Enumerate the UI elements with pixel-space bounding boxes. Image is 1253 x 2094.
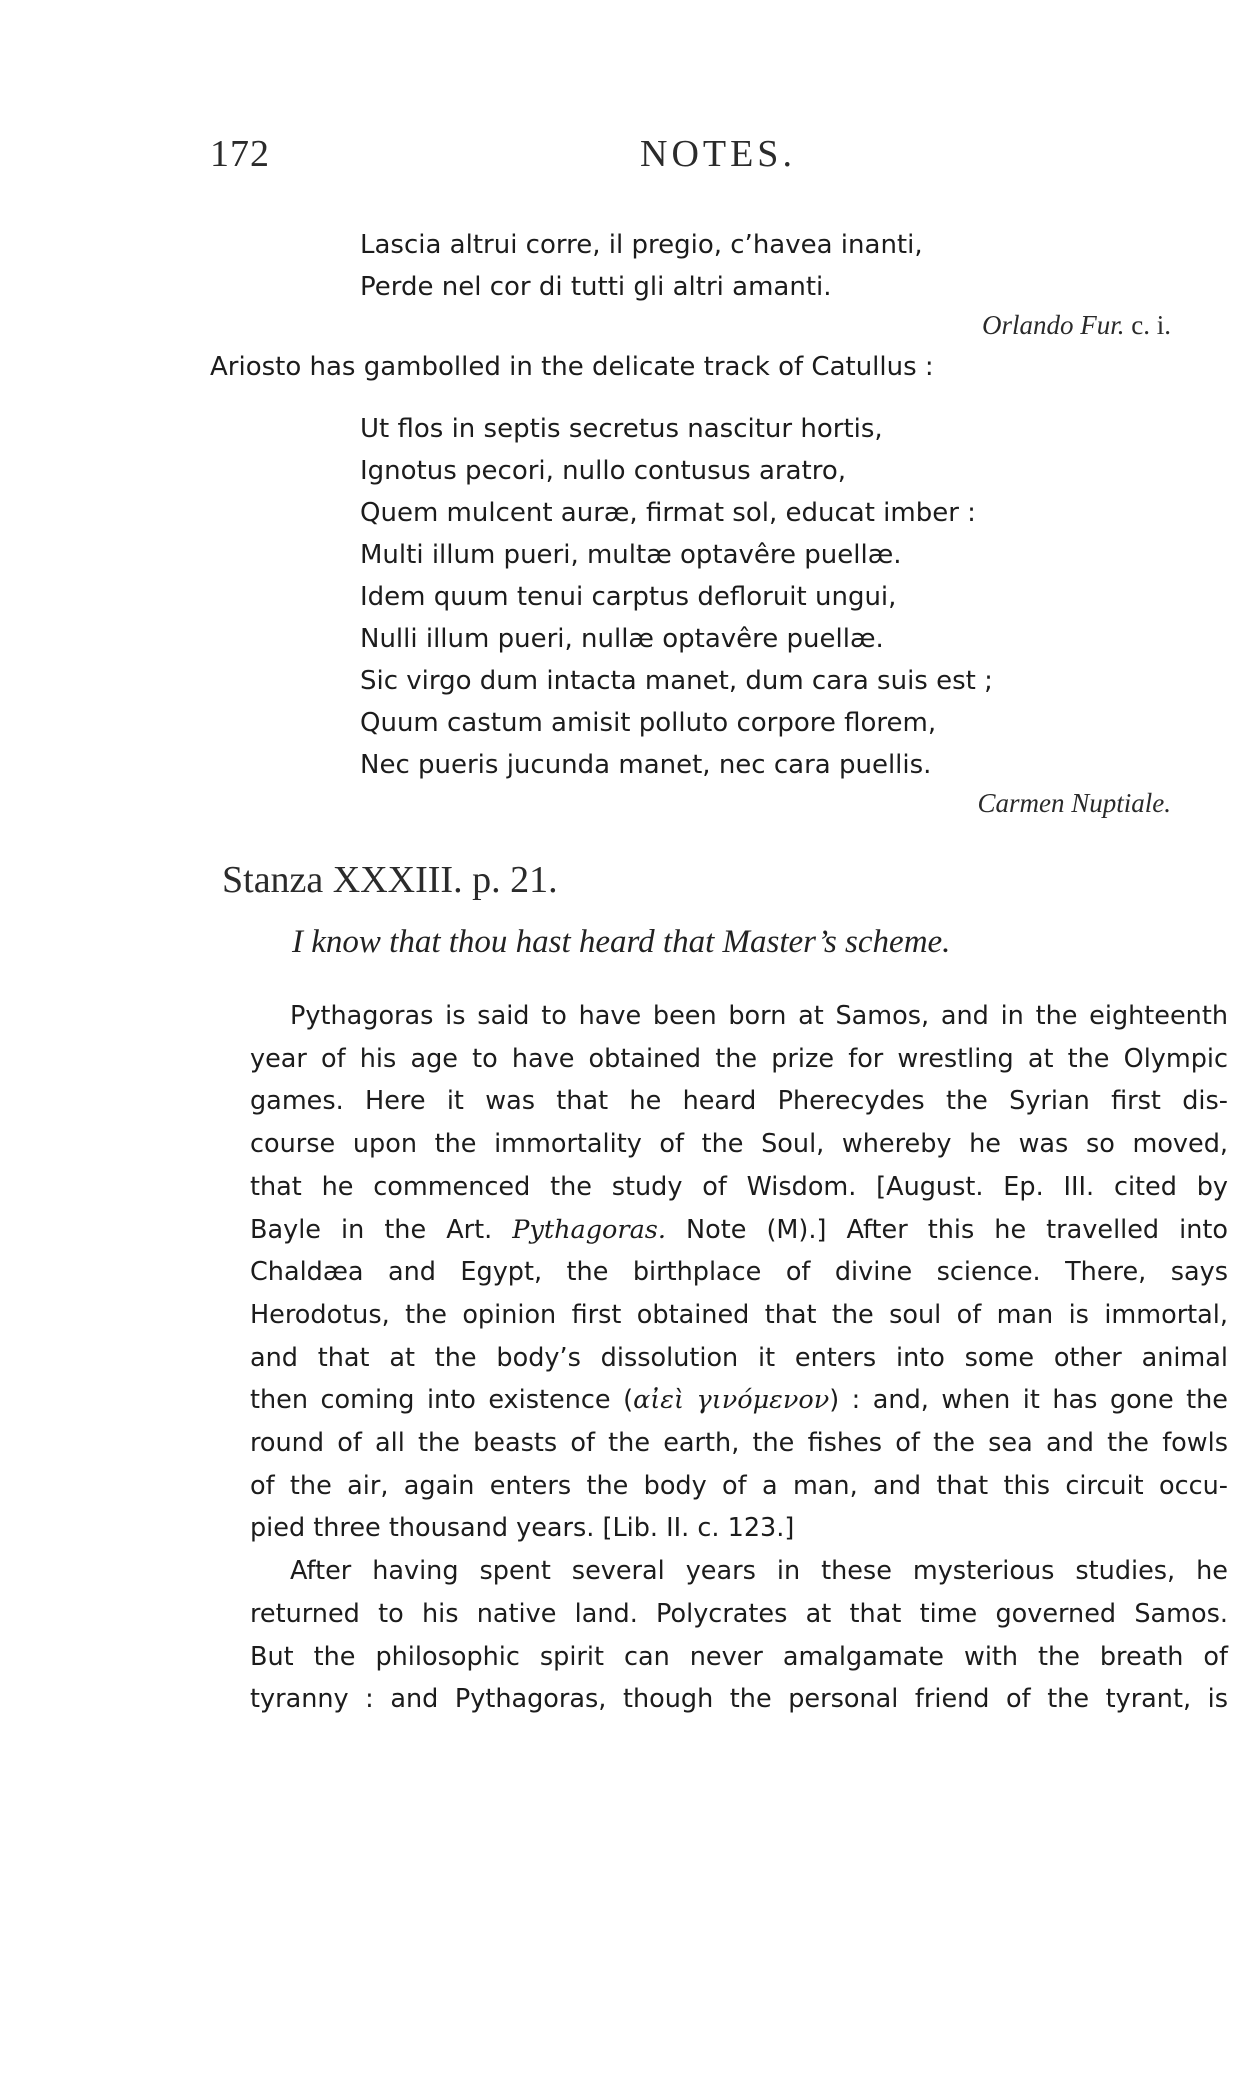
verse-line: Nec pueris jucunda manet, nec cara puellis. [360, 750, 932, 780]
verse-line: Quum castum amisit polluto corpore florem, [360, 708, 937, 738]
text-run: Bayle in the Art. [250, 1214, 493, 1245]
text-line: But the philosophic spirit can never amalgamate with the breath of [250, 1641, 1228, 1672]
running-head: NOTES. [640, 133, 796, 175]
verse-line: Nulli illum pueri, nullæ optavêre puellæ. [360, 624, 884, 654]
text-line [210, 1209, 1228, 1252]
text-line: returned to his native land. Polycrates at that time governed Samos. [250, 1598, 1228, 1629]
verse-line: Quem mulcent auræ, firmat sol, educat imber : [360, 498, 976, 528]
text-line [210, 1379, 1228, 1422]
verse-line: Idem quum tenui carptus defloruit ungui, [360, 582, 897, 612]
text-line: After having spent several years in these mysterious studies, he [290, 1556, 1228, 1587]
attribution-reference: c. i. [1131, 310, 1171, 340]
text-line: course upon the immortality of the Soul, whereby he was so moved, [250, 1129, 1228, 1160]
text-line: of the air, again enters the body of a man, and that this circuit occu- [250, 1470, 1228, 1501]
verse-line: Ut flos in septis secretus nascitur hortis, [360, 414, 883, 444]
catullus-verse [360, 408, 993, 786]
text-line: year of his age to have obtained the prize for wrestling at the Olympic [250, 1043, 1228, 1074]
text-run: then coming into existence ( [250, 1385, 634, 1416]
intro-line: Ariosto has gambolled in the delicate track of Catullus : [210, 352, 934, 382]
text-line: tyranny : and Pythagoras, though the personal friend of the tyrant, is [250, 1684, 1228, 1715]
text-line: pied three thousand years. [Lib. II. c. 123.] [250, 1513, 795, 1544]
verse-line: Ignotus pecori, nullo contusus aratro, [360, 456, 846, 486]
verse-line: Sic virgo dum intacta manet, dum cara suis est ; [360, 666, 993, 696]
italic-title: Pythagoras. [512, 1214, 666, 1245]
page-header [210, 132, 1230, 182]
paragraph [210, 1550, 1228, 1721]
orlando-verse [360, 224, 923, 308]
quote-heading: I know that thou hast heard that Master’s scheme. [292, 924, 951, 960]
text-line: Herodotus, the opinion first obtained that the soul of man is immortal, [250, 1299, 1228, 1330]
text-line: that he commenced the study of Wisdom. [August. Ep. III. cited by [250, 1171, 1228, 1202]
orlando-attribution [982, 310, 1171, 341]
commentary-body [210, 995, 1228, 1721]
text-line: Chaldæa and Egypt, the birthplace of divine science. There, says [250, 1257, 1228, 1288]
stanza-heading: Stanza XXXIII. p. 21. [222, 859, 558, 901]
text-line: Pythagoras is said to have been born at Samos, and in the eighteenth [290, 1001, 1228, 1031]
text-run: ) : and, when it has gone the [829, 1385, 1228, 1416]
text-line: round of all the beasts of the earth, the fishes of the sea and the fowls [250, 1428, 1228, 1459]
verse-line: Perde nel cor di tutti gli altri amanti. [360, 272, 832, 302]
verse-line: Lascia altrui corre, il pregio, c’havea inanti, [360, 230, 923, 260]
text-line: and that at the body’s dissolution it enters into some other animal [250, 1342, 1228, 1373]
text-run: Note (M).] After this he travelled into [686, 1214, 1229, 1245]
attribution-title: Orlando Fur. [981, 310, 1125, 340]
page-number: 172 [210, 133, 270, 175]
catullus-attribution: Carmen Nuptiale. [977, 788, 1171, 818]
text-line: games. Here it was that he heard Pherecydes the Syrian first dis- [250, 1086, 1228, 1117]
greek-phrase: αἰεὶ γινόμενον [633, 1385, 830, 1416]
verse-line: Multi illum pueri, multæ optavêre puellæ. [360, 540, 902, 570]
paragraph [210, 995, 1228, 1550]
